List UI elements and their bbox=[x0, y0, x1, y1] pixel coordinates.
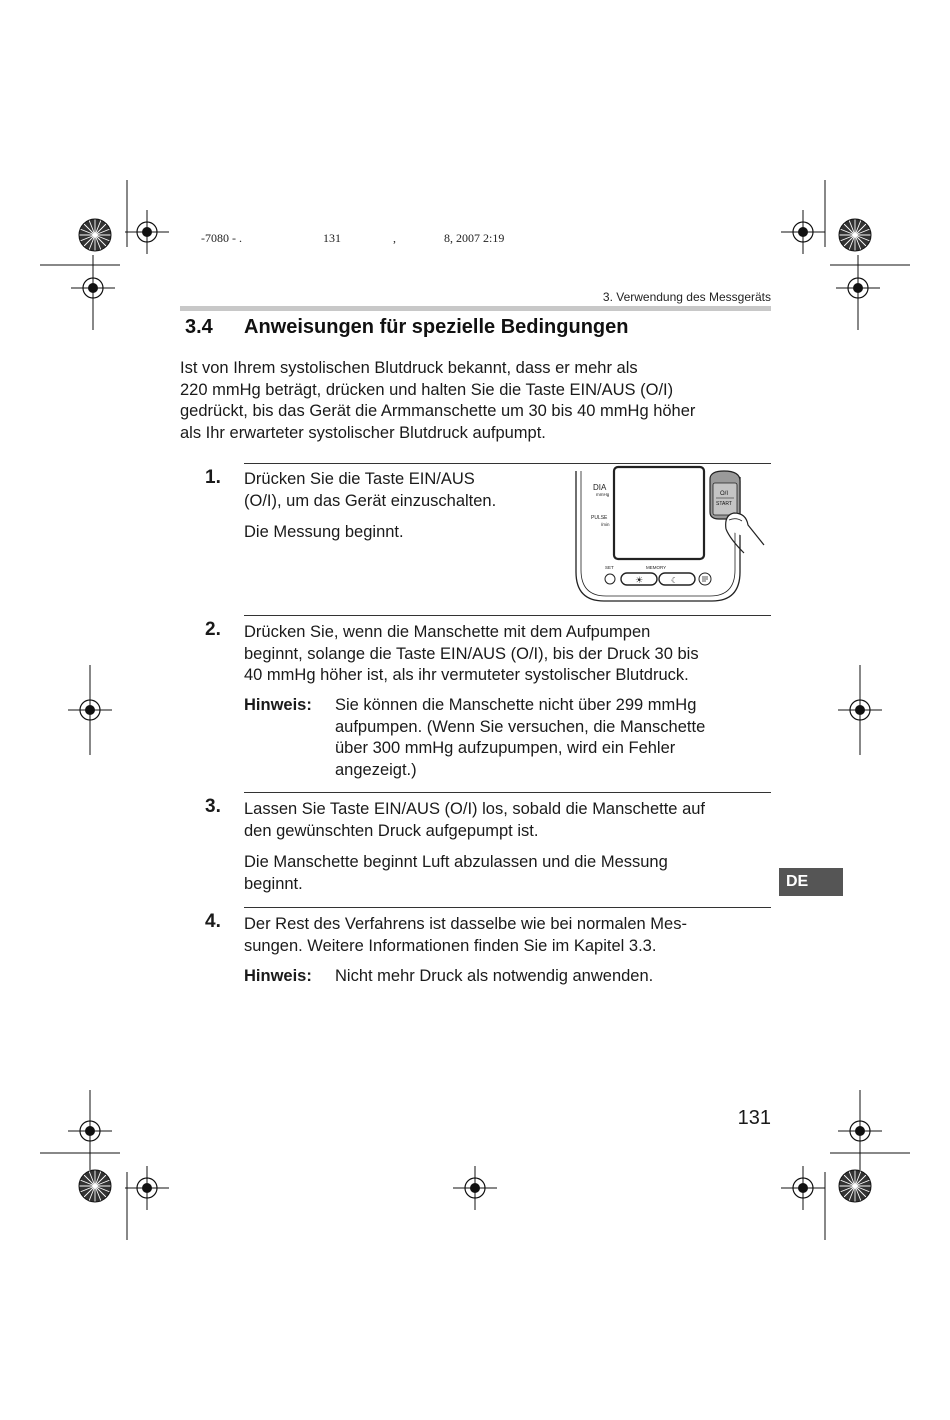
step-1-number: 1. bbox=[205, 467, 221, 488]
step-line: Die Manschette beginnt Luft abzulassen und die Messung bbox=[244, 853, 668, 871]
hint-line: Sie können die Manschette nicht über 299 mmHg bbox=[335, 696, 697, 714]
section-number: 3.4 bbox=[185, 316, 213, 338]
intro-line: gedrückt, bis das Gerät die Armmanschette um 30 bis 40 mmHg höher bbox=[180, 402, 696, 420]
step-3-number: 3. bbox=[205, 796, 221, 817]
intro-line: Ist von Ihrem systolischen Blutdruck bekannt, dass er mehr als bbox=[180, 359, 638, 377]
step-4-number: 4. bbox=[205, 911, 221, 932]
page-number: 131 bbox=[737, 1107, 771, 1129]
step-line: Drücken Sie die Taste EIN/AUS bbox=[244, 470, 475, 488]
memory-label: MEMORY bbox=[646, 565, 667, 570]
device-display bbox=[614, 467, 704, 559]
set-button bbox=[605, 574, 615, 584]
intro-line: als Ihr erwarteter systolischer Blutdruck aufpumpt. bbox=[180, 423, 546, 442]
running-head: 3. Verwendung des Messgeräts bbox=[602, 290, 771, 304]
step-line: Lassen Sie Taste EIN/AUS (O/I) los, sobald die Manschette auf bbox=[244, 800, 706, 818]
step-3-text bbox=[244, 799, 774, 895]
intro-paragraph bbox=[180, 358, 780, 444]
start-button bbox=[713, 483, 737, 515]
step-4-hint-label: Hinweis: bbox=[244, 967, 312, 985]
step-divider bbox=[244, 907, 771, 908]
language-tab-label: DE bbox=[786, 873, 809, 890]
step-line: (O/I), um das Gerät einzuschalten. bbox=[244, 491, 497, 510]
step-divider bbox=[244, 615, 771, 616]
step-divider bbox=[244, 792, 771, 793]
hint-line: über 300 mmHg aufzupumpen, wird ein Fehler bbox=[335, 739, 676, 757]
hint-line: aufpumpen. (Wenn Sie versuchen, die Manschette bbox=[335, 717, 706, 736]
language-tab bbox=[779, 868, 843, 896]
sun-icon: ☀ bbox=[635, 576, 644, 586]
pulse-label: PULSE bbox=[591, 515, 608, 521]
step-1-result: Die Messung beginnt. bbox=[244, 523, 404, 541]
intro-line: 220 mmHg beträgt, drücken und halten Sie die Taste EIN/AUS (O/I) bbox=[180, 380, 674, 399]
print-code: -7080 - . bbox=[201, 231, 242, 245]
step-4-text bbox=[244, 914, 774, 957]
print-datetime: 8, 2007 2:19 bbox=[444, 231, 505, 245]
finger-icon bbox=[726, 513, 764, 545]
section-title: Anweisungen für spezielle Bedingungen bbox=[244, 316, 629, 338]
step-line: 40 mmHg höher ist, als ihr vermuteter systolischer Blutdruck. bbox=[244, 666, 689, 684]
dia-unit: mmHg bbox=[596, 492, 610, 497]
print-sep: , bbox=[393, 231, 396, 245]
header-bar bbox=[180, 306, 771, 311]
step-2-number: 2. bbox=[205, 619, 221, 640]
step-line: beginnt, solange die Taste EIN/AUS (O/I), bis der Druck 30 bis bbox=[244, 644, 699, 663]
step-2-hint-label: Hinweis: bbox=[244, 696, 312, 714]
step-line: Der Rest des Verfahrens ist dasselbe wie bei normalen Mes- bbox=[244, 915, 687, 933]
moon-icon: ☾ bbox=[671, 576, 679, 585]
start-bottom-label: START bbox=[716, 501, 732, 507]
step-line: beginnt. bbox=[244, 874, 303, 893]
start-top-label: O/I bbox=[720, 491, 729, 497]
dia-label: DIA bbox=[593, 483, 607, 492]
step-line: Drücken Sie, wenn die Manschette mit dem Aufpumpen bbox=[244, 623, 651, 641]
pulse-unit: /min bbox=[601, 522, 610, 527]
hint-line: angezeigt.) bbox=[335, 760, 417, 779]
step-divider bbox=[244, 463, 771, 464]
step-2-hint-text bbox=[335, 695, 775, 781]
monitor-illustration bbox=[574, 467, 774, 607]
step-4-hint-text: Nicht mehr Druck als notwendig anwenden. bbox=[335, 967, 654, 985]
step-2-text bbox=[244, 622, 774, 687]
step-line: sungen. Weitere Informationen finden Sie im Kapitel 3.3. bbox=[244, 936, 657, 955]
step-1-text bbox=[244, 469, 554, 544]
step-line: den gewünschten Druck aufgepumpt ist. bbox=[244, 821, 539, 840]
set-label: SET bbox=[605, 565, 614, 570]
print-page: 131 bbox=[323, 231, 341, 245]
